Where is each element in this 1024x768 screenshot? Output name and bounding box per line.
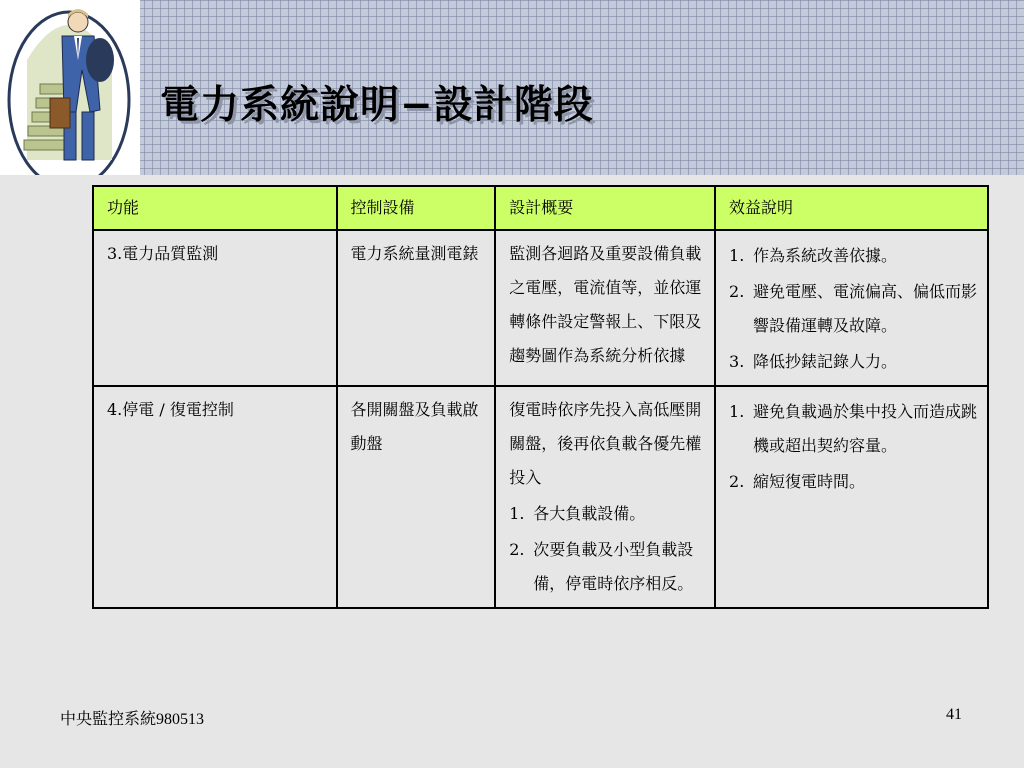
businessman-stairs-illustration [2, 0, 136, 175]
header-function: 功能 [93, 186, 337, 230]
cell-device: 各開關盤及負載啟動盤 [337, 386, 496, 608]
page-number: 41 [946, 706, 962, 723]
benefit-item: 2. 縮短復電時間。 [729, 472, 866, 491]
footer-label: 中央監控系統980513 [60, 711, 205, 728]
benefit-item: 1. 避免負載過於集中投入而造成跳機或超出契約容量。 [729, 402, 978, 455]
benefit-item: 1. 作為系統改善依據。 [729, 246, 898, 265]
cell-benefit [715, 386, 988, 608]
design-text: 監測各迴路及重要設備負載之電壓，電流值等，並依運轉條件設定警報上、下限及趨勢圖作為系統分析依據 [509, 244, 702, 365]
header-design: 設計概要 [495, 186, 715, 230]
header-benefit: 效益說明 [715, 186, 988, 230]
design-item: 2. 次要負載及小型負載設備，停電時依序相反。 [509, 540, 694, 593]
cell-function: 3.電力品質監測 [93, 230, 337, 386]
cell-design [495, 230, 715, 386]
cell-function: 4.停電 / 復電控制 [93, 386, 337, 608]
design-item: 1. 各大負載設備。 [509, 504, 646, 523]
benefit-item: 2. 避免電壓、電流偏高、偏低而影響設備運轉及故障。 [729, 282, 978, 335]
benefit-item: 3. 降低抄錶記錄人力。 [729, 352, 898, 371]
slide-title: 電力系統說明−設計階段 [160, 82, 594, 128]
design-table [92, 185, 989, 609]
table-row [93, 386, 988, 608]
table-row [93, 230, 988, 386]
cell-benefit [715, 230, 988, 386]
cell-design [495, 386, 715, 608]
cell-device: 電力系統量測電錶 [337, 230, 496, 386]
design-text: 復電時依序先投入高低壓開關盤，後再依負載各優先權投入 [509, 400, 702, 487]
header-device: 控制設備 [337, 186, 496, 230]
table-header-row [93, 186, 988, 230]
